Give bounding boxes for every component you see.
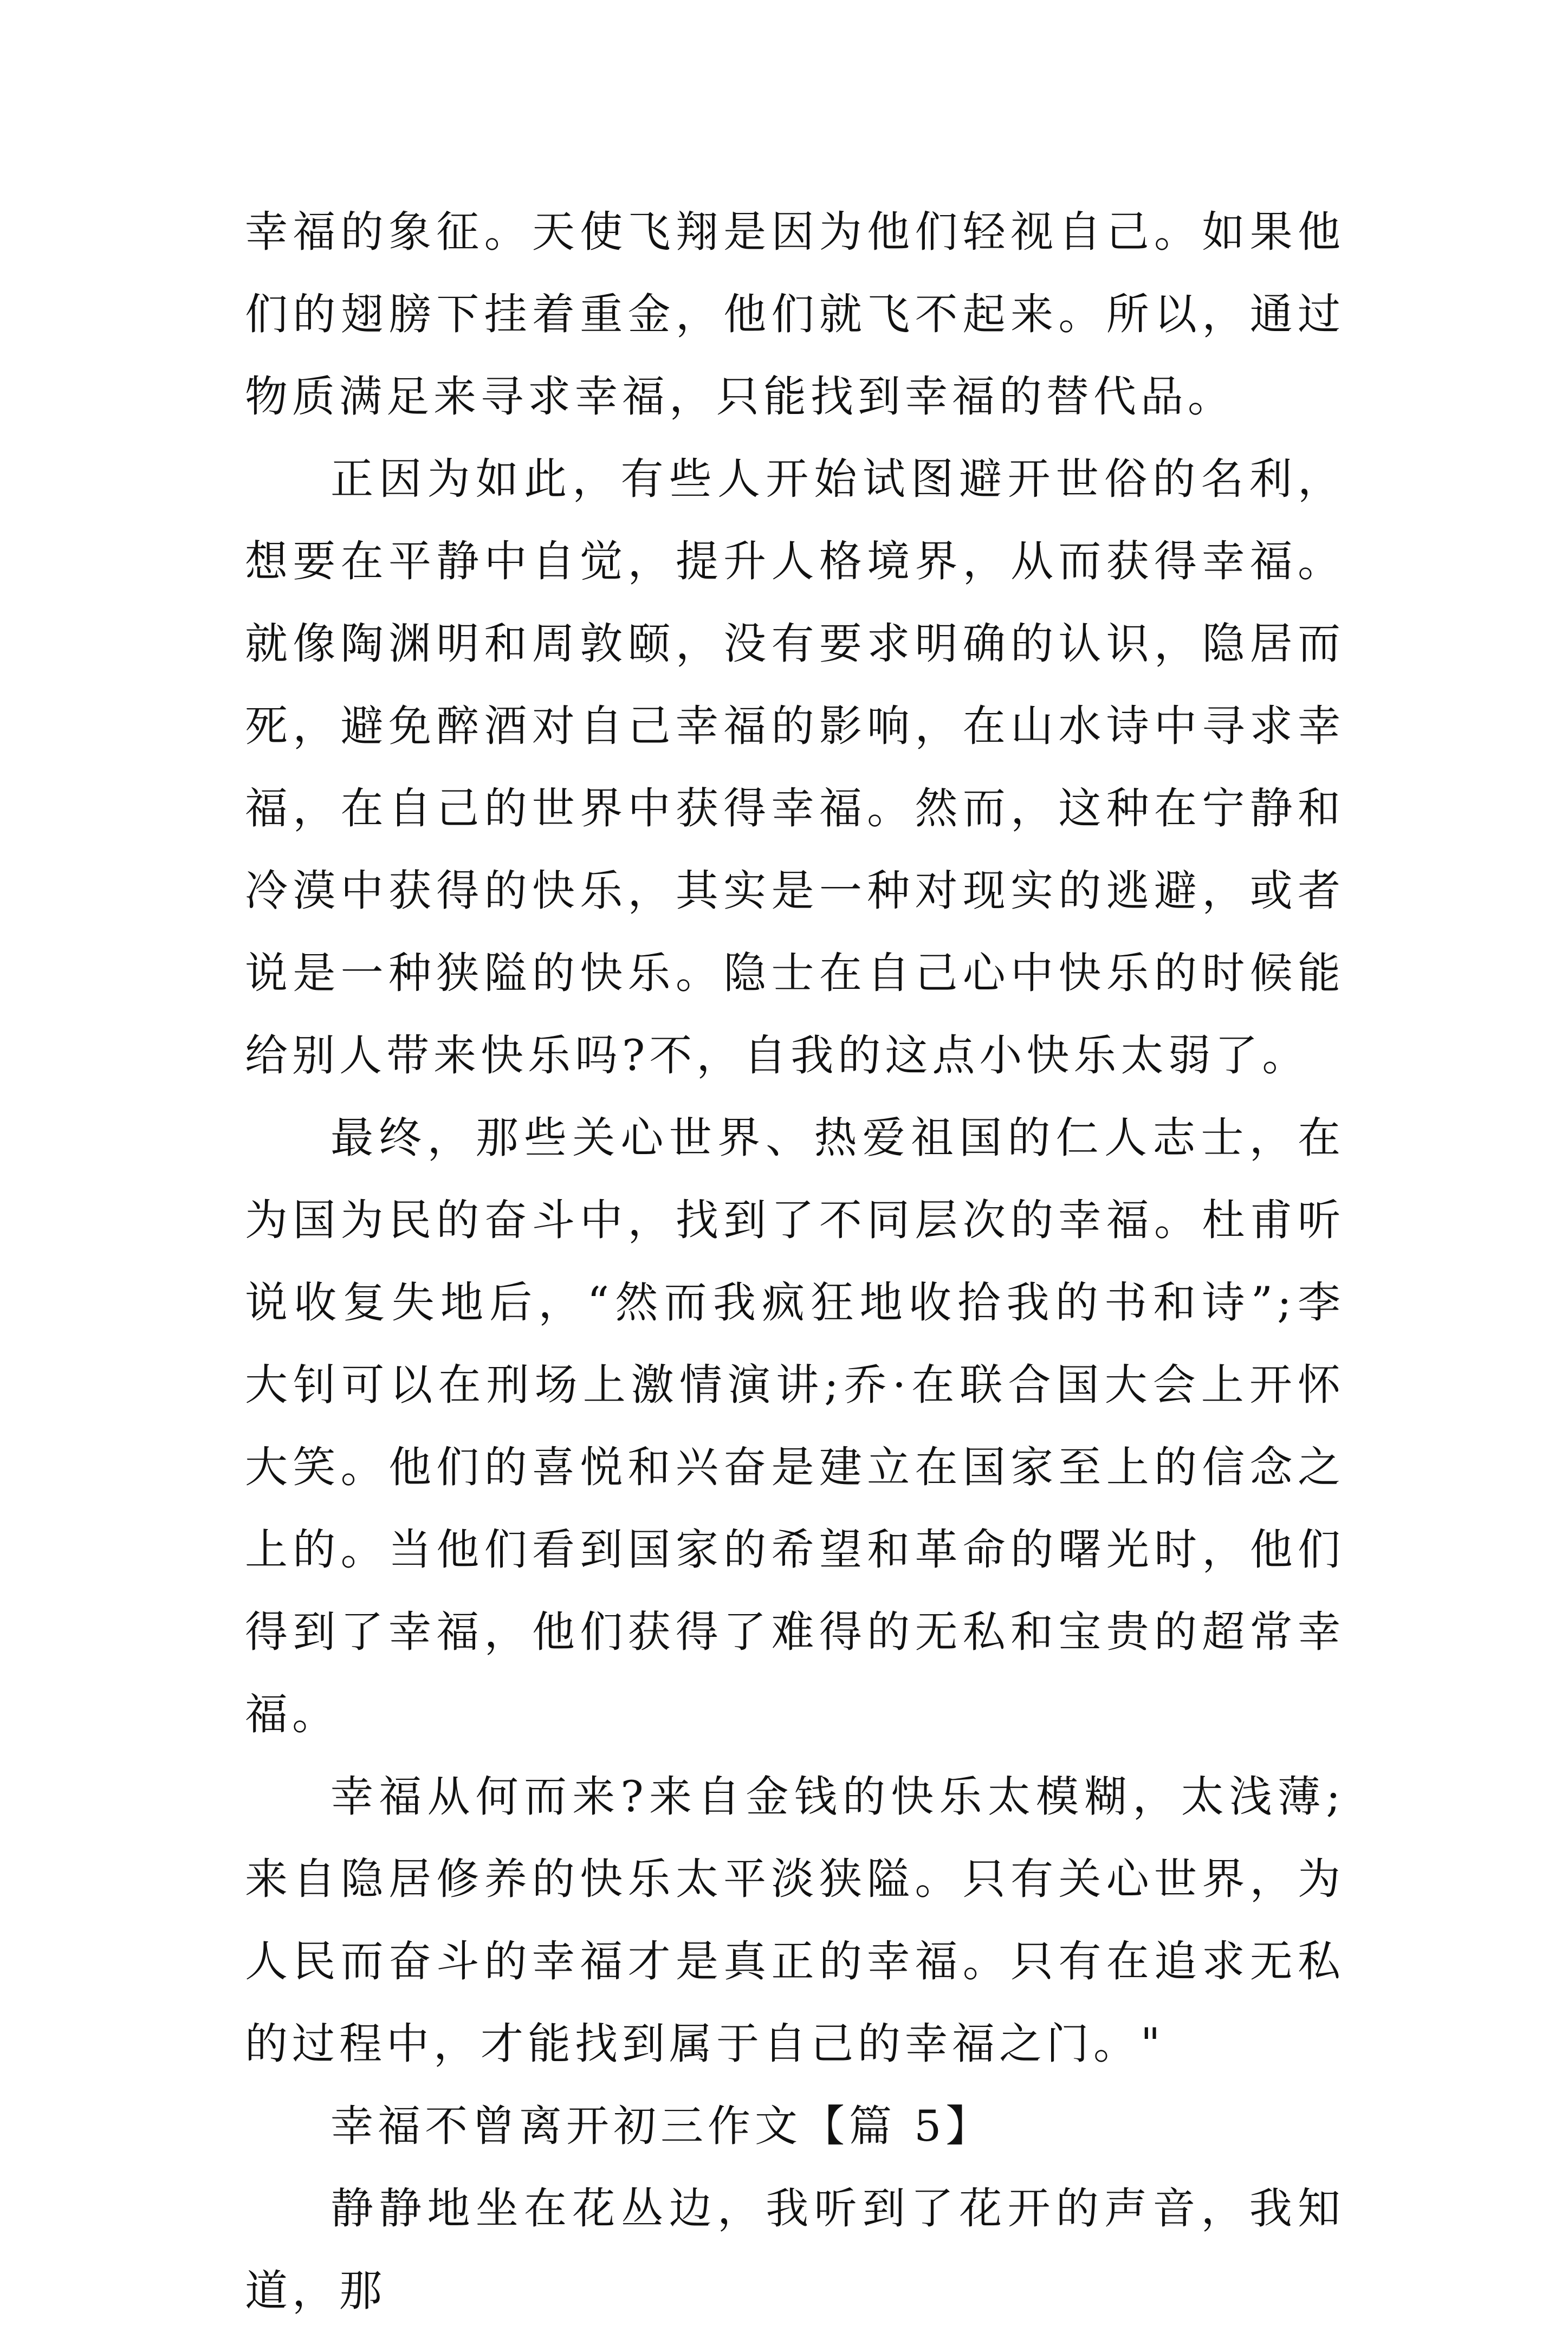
document-body — [245, 191, 1345, 2332]
section-heading: 幸福不曾离开初三作文【篇 5】 — [331, 2101, 993, 2151]
paragraph-happiness-symbol: 幸福的象征。天使飞翔是因为他们轻视自己。如果他们的翅膀下挂着重金，他们就飞不起来。所以，通过物质满足来寻求幸福，只能找到幸福的替代品。 — [245, 207, 1345, 422]
paragraph-hermit-happiness: 正因为如此，有些人开始试图避开世俗的名利，想要在平静中自觉，提升人格境界，从而获得幸福。就像陶渊明和周敦颐，没有要求明确的认识，隐居而死，避免醉酒对自己幸福的影响，在山水诗中寻求幸福，在自己的世界中获得幸福。然而，这种在宁静和冷漠中获得的快乐，其实是一种对现实的逃避，或者说是一种狭隘的快乐。隐士在自己心中快乐的时候能给别人带来快乐吗?不，自我的这点小快乐太弱了。 — [245, 454, 1345, 1080]
paragraph-patriot-happiness: 最终，那些关心世界、热爱祖国的仁人志士，在为国为民的奋斗中，找到了不同层次的幸福。杜甫听说收复失地后，“然而我疯狂地收拾我的书和诗”;李大钊可以在刑场上激情演讲;乔·在联合国大会上开怀大笑。他们的喜悦和兴奋是建立在国家至上的信念之上的。当他们看到国家的希望和革命的曙光时，他们得到了幸福，他们获得了难得的无私和宝贵的超常幸福。 — [245, 1113, 1345, 1739]
paragraph-conclusion: 幸福从何而来?来自金钱的快乐太模糊，太浅薄;来自隐居修养的快乐太平淡狭隘。只有关心世界，为人民而奋斗的幸福才是真正的幸福。只有在追求无私的过程中，才能找到属于自己的幸福之门。" — [245, 1772, 1345, 2069]
paragraph-flowers-opening: 静静地坐在花丛边，我听到了花开的声音，我知道，那 — [245, 2184, 1345, 2316]
